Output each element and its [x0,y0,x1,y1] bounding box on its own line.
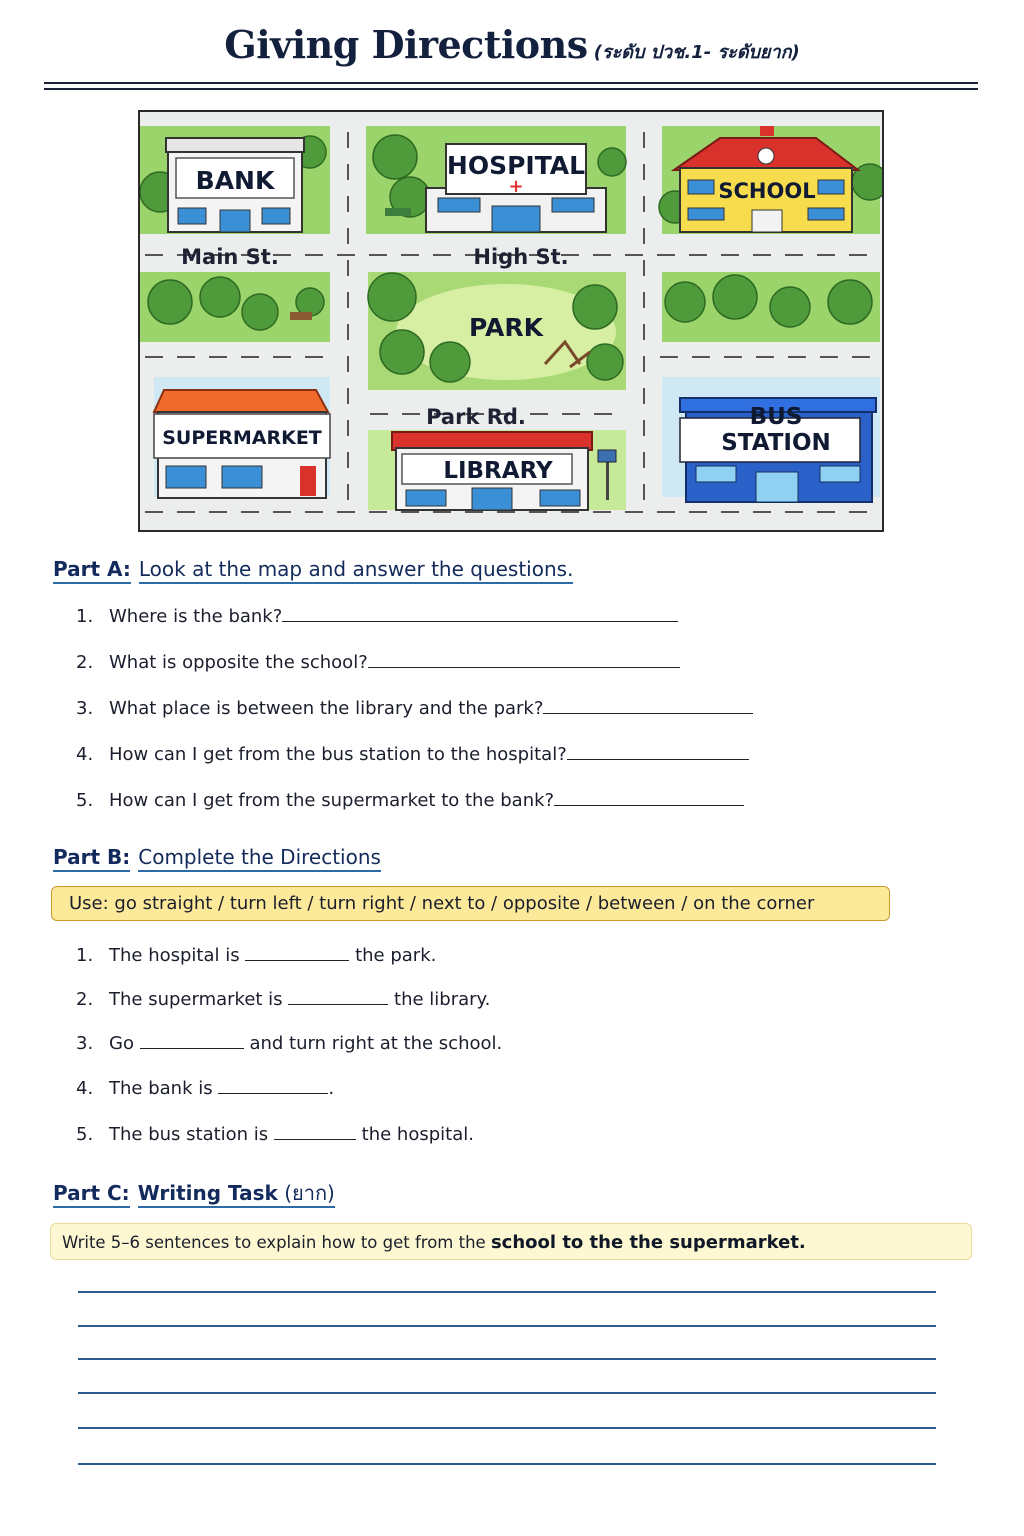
street-main: Main St. [181,245,279,269]
item-before: The bank is [109,1078,213,1099]
part-b-instruction: Complete the Directions [138,845,381,872]
title-rule-bottom [44,88,978,90]
part-c-header [53,1177,335,1209]
part-a-question-4 [76,743,749,765]
fill-blank[interactable] [140,1032,244,1049]
map-label-bus: BUS [749,404,803,430]
question-number: 2. [76,652,94,673]
fill-blank[interactable] [288,988,388,1005]
question-text: Where is the bank? [109,606,283,627]
map-label-hospital: HOSPITAL [446,151,586,180]
answer-line[interactable] [543,697,753,714]
writing-line[interactable] [78,1463,936,1465]
question-number: 3. [76,698,94,719]
part-a-question-3 [76,697,753,719]
part-a-question-5 [76,789,744,811]
writing-line[interactable] [78,1325,936,1327]
svg-text:+: + [508,176,524,197]
answer-line[interactable] [554,789,744,806]
question-text: How can I get from the bus station to the hospital? [109,744,567,765]
street-high: High St. [473,245,569,269]
part-b-item-1 [76,944,436,966]
answer-line[interactable] [567,743,749,760]
question-number: 4. [76,744,94,765]
question-text: What place is between the library and the park? [109,698,544,719]
part-a-question-2 [76,651,680,673]
item-after: the hospital. [361,1124,474,1145]
part-c-tag: Part C: [53,1181,130,1208]
street-park: Park Rd. [426,405,526,429]
part-b-item-5 [76,1123,474,1145]
map-label-library: LIBRARY [443,458,553,484]
answer-line[interactable] [282,605,678,622]
part-a-instruction: Look at the map and answer the questions. [139,557,574,584]
item-after: and turn right at the school. [249,1033,503,1054]
question-text: What is opposite the school? [109,652,368,673]
item-number: 3. [76,1033,94,1054]
item-after: the library. [394,989,491,1010]
map-label-park: PARK [469,313,543,342]
writing-line[interactable] [78,1291,936,1293]
map-label-school: SCHOOL [718,179,816,203]
part-c-note: (ยาก) [284,1181,335,1205]
writing-line[interactable] [78,1392,936,1394]
item-number: 4. [76,1078,94,1099]
item-before: The supermarket is [109,989,283,1010]
item-before: The hospital is [109,945,240,966]
part-a-tag: Part A: [53,557,131,584]
writing-line[interactable] [78,1358,936,1360]
writing-task-box [50,1223,972,1260]
map-label-bank: BANK [195,166,275,195]
part-c-title: Writing Task [137,1181,278,1205]
writing-line[interactable] [78,1427,936,1429]
part-b-header [53,845,381,869]
map-label-station: STATION [721,430,831,456]
question-number: 1. [76,606,94,627]
part-a-header [53,557,573,581]
item-number: 2. [76,989,94,1010]
answer-line[interactable] [368,651,680,668]
title-main: Giving Directions [224,22,588,67]
question-number: 5. [76,790,94,811]
item-after: the park. [355,945,437,966]
town-map [138,110,884,532]
part-b-item-3 [76,1032,502,1054]
part-b-item-4 [76,1077,334,1099]
fill-blank[interactable] [274,1123,356,1140]
part-a-question-1 [76,605,678,627]
title-level: (ระดับ ปวช.1- ระดับยาก) [593,42,800,63]
item-after: . [328,1078,335,1099]
fill-blank[interactable] [218,1077,328,1094]
task-text: Write 5–6 sentences to explain how to get from the [62,1233,486,1252]
item-before: The bus station is [109,1124,269,1145]
word-bank: Use: go straight / turn left / turn right / next to / opposite / between / on the corner [51,886,890,921]
title-rule-top [44,82,978,84]
item-before: Go [109,1033,134,1054]
map-label-supermarket: SUPERMARKET [162,427,322,449]
fill-blank[interactable] [245,944,349,961]
item-number: 1. [76,945,94,966]
task-emphasis: school to the the supermarket. [490,1232,806,1253]
part-b-tag: Part B: [53,845,130,872]
part-b-item-2 [76,988,490,1010]
question-text: How can I get from the supermarket to the bank? [109,790,555,811]
item-number: 5. [76,1124,94,1145]
part-c-instruction [138,1181,335,1208]
page-title [0,22,1024,67]
